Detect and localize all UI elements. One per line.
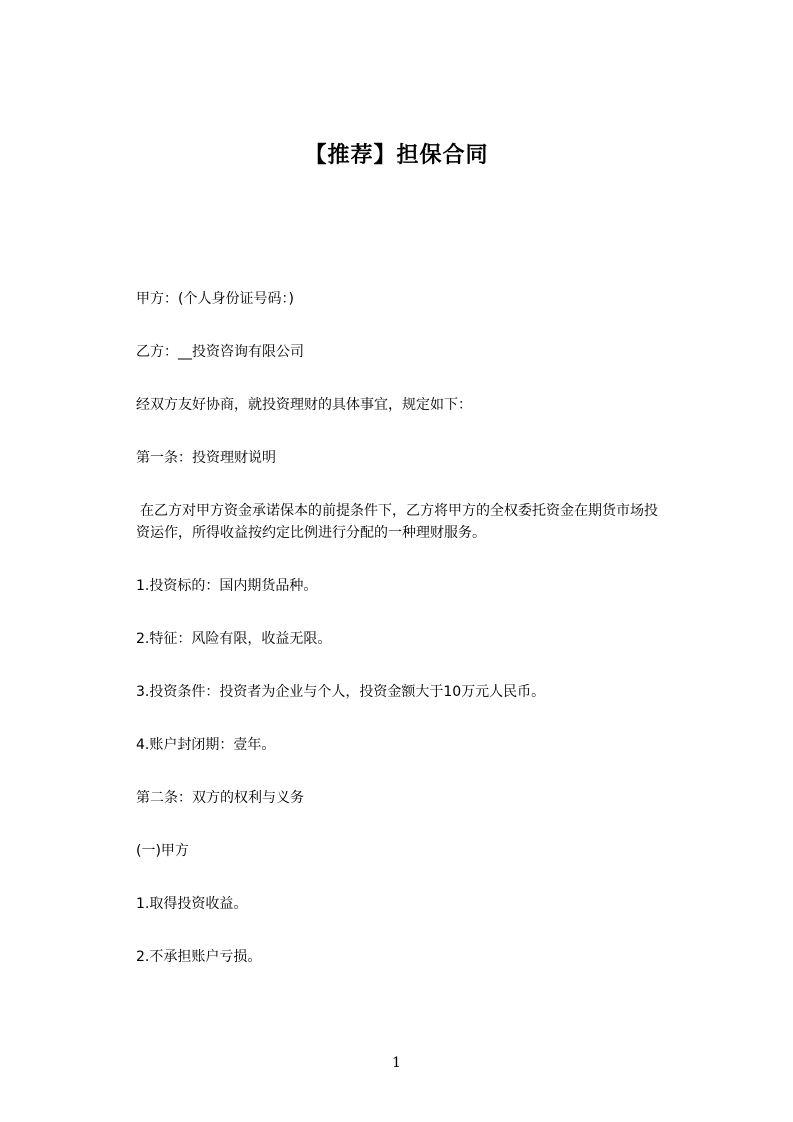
article-1-item-4: 4.账户封闭期：壹年。 [136, 737, 276, 753]
party-b-line: 乙方：__投资咨询有限公司 [136, 344, 304, 360]
article-1-item-2: 2.特征：风险有限，收益无限。 [136, 631, 332, 647]
party-a-line: 甲方：(个人身份证号码：) [136, 291, 294, 307]
party-a-right-2: 2.不承担账户亏损。 [136, 949, 262, 965]
party-a-section-heading: (一)甲方 [136, 843, 189, 859]
article-1-heading: 第一条：投资理财说明 [136, 450, 276, 466]
document-title: 【推荐】担保合同 [304, 143, 489, 168]
article-1-item-1: 1.投资标的：国内期货品种。 [136, 578, 318, 594]
party-a-right-1: 1.取得投资收益。 [136, 896, 248, 912]
article-1-item-3: 3.投资条件：投资者为企业与个人，投资金额大于10万元人民币。 [136, 684, 546, 700]
article-1-description: 在乙方对甲方资金承诺保本的前提条件下，乙方将甲方的全权委托资金在期货市场投资运作，所得收益按约定比例进行分配的一种理财服务。 [136, 503, 658, 541]
article-2-heading: 第二条：双方的权利与义务 [136, 790, 304, 806]
document-body [136, 288, 666, 999]
page-number: 1 [392, 1055, 401, 1071]
agreement-intro: 经双方友好协商，就投资理财的具体事宜，规定如下： [136, 397, 472, 413]
